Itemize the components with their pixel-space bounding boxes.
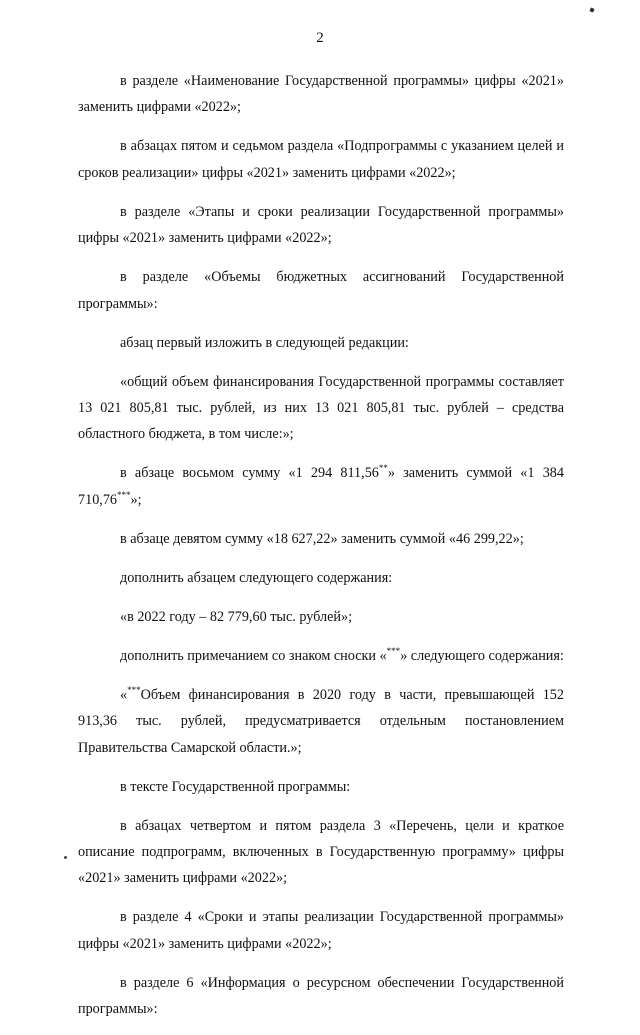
paragraph-text: в абзацах четвертом и пятом раздела 3 «Перечень, цели и краткое описание подпрограмм, включенных в Государственную программу» цифры «2021» заменить цифрами «2022»;: [78, 817, 564, 887]
footnote-mark: ***: [117, 489, 131, 500]
paragraph: [78, 682, 564, 761]
paragraph-text: дополнить абзацем следующего содержания:: [120, 569, 393, 586]
scan-artifact-mark: [589, 7, 594, 12]
paragraph-text: в тексте Государственной программы:: [120, 778, 351, 795]
paragraph: [78, 369, 564, 448]
paragraph: [78, 264, 564, 317]
footnote-mark: ***: [127, 684, 141, 695]
paragraph: [78, 970, 564, 1023]
paragraph-text: «в 2022 году – 82 779,60 тыс. рублей»;: [120, 608, 353, 625]
paragraph: [78, 774, 564, 800]
paragraph-text: в абзаце восьмом сумму «1 294 811,56: [120, 465, 379, 482]
paragraph: [78, 604, 564, 630]
footnote-mark: ***: [386, 645, 401, 656]
paragraph-text: в разделе 4 «Сроки и этапы реализации Государственной программы» цифры «2021» заменить цифрами «2022»;: [78, 909, 564, 952]
document-body: [78, 68, 564, 1035]
paragraph: [78, 904, 564, 957]
paragraph-text: в разделе 6 «Информация о ресурсном обеспечении Государственной программы»:: [78, 974, 564, 1018]
paragraph-text: «: [120, 686, 128, 703]
paragraph-text: в абзацах пятом и седьмом раздела «Подпрограммы с указанием целей и сроков реализации» цифры «2021» заменить цифрами «2022»;: [78, 138, 564, 181]
paragraph-text: в разделе «Объемы бюджетных ассигнований Государственной программы»:: [78, 269, 564, 312]
paragraph: [78, 643, 564, 669]
paragraph: [78, 565, 564, 591]
footnote-mark: **: [378, 463, 388, 474]
scan-artifact-dot: [64, 856, 67, 859]
paragraph-text: «общий объем финансирования Государственной программы составляет 13 021 805,81 тыс. рублей, из них 13 021 805,81 тыс. рублей – средства областного бюджета, в том числе:»;: [78, 373, 564, 443]
paragraph-text: » следующего содержания:: [400, 647, 564, 664]
paragraph: [78, 68, 564, 121]
paragraph: [78, 460, 564, 513]
paragraph-text: »;: [130, 491, 142, 508]
paragraph-text: Объем финансирования в 2020 году в части, превышающей 152 913,36 тыс. рублей, предусматривается отдельным постановлением Правительства Самарской области.»;: [78, 686, 564, 756]
paragraph-text: » заменить суммой «1 384 710,76: [78, 465, 564, 508]
paragraph: [78, 330, 564, 356]
paragraph-text: в разделе «Наименование Государственной программы» цифры «2021» заменить цифрами «2022»;: [78, 73, 564, 116]
page-number: 2: [316, 30, 324, 46]
paragraph-text: в разделе «Этапы и сроки реализации Государственной программы» цифры «2021» заменить цифрами «2022»;: [78, 203, 564, 247]
paragraph-text: абзац первый изложить в следующей редакции:: [120, 334, 409, 351]
paragraph: [78, 813, 564, 892]
paragraph: [78, 199, 564, 252]
paragraph-text: в абзаце девятом сумму «18 627,22» заменить суммой «46 299,22»;: [120, 530, 524, 547]
paragraph-text: дополнить примечанием со знаком сноски «: [120, 647, 387, 664]
paragraph: [78, 133, 564, 186]
paragraph: [78, 526, 564, 552]
